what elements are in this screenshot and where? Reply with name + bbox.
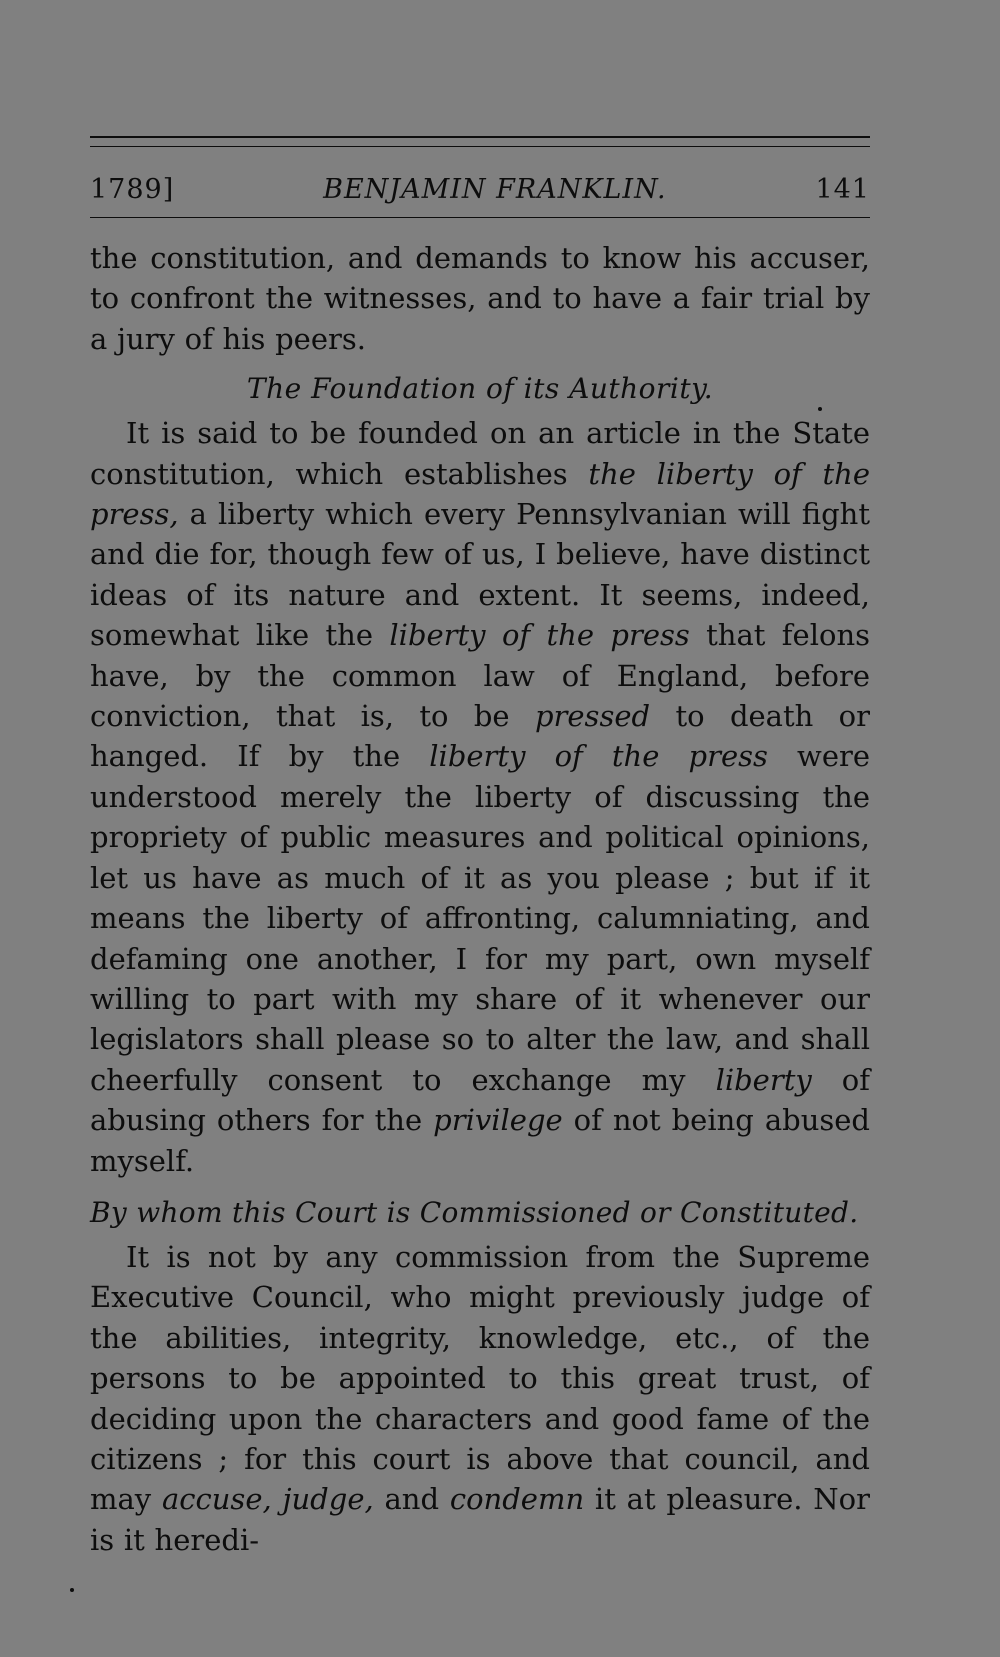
header-year: 1789]	[90, 174, 175, 205]
italic-phrase: pressed	[534, 699, 651, 734]
text-run: of not being abused myself.	[90, 1103, 870, 1178]
text-run: It is not by any commission from the Supreme Executive Council, who might previously judge of the abilities, integrity, knowledge, etc., of the persons to be appointed to this great trust, of deciding upon the characters and good fame of the citizens ; for this court is above that council, and may	[90, 1239, 870, 1517]
italic-phrase: liberty of the press	[429, 739, 768, 774]
paragraph-foundation	[90, 413, 870, 1181]
ink-speck	[70, 1588, 74, 1592]
text-run: a liberty which every Pennsylvanian will fight and die for, though few of us, I believe, have distinct ideas of its nature and extent. It seems, indeed, somewhat like the	[90, 497, 870, 653]
italic-phrase: the liberty of the press,	[90, 456, 870, 532]
italic-phrase: accuse,	[161, 1482, 272, 1517]
text-run: and	[373, 1482, 450, 1517]
text-run: It is said to be founded on an article in the State constitution, which establishes	[90, 416, 870, 491]
header-rule-second	[90, 146, 870, 147]
italic-phrase: liberty of the press	[389, 618, 690, 653]
text-run: it at pleasure. Nor is it heredi-	[90, 1482, 871, 1557]
running-head	[90, 173, 870, 207]
header-title: BENJAMIN FRANKLIN.	[323, 174, 667, 205]
italic-phrase: condemn	[449, 1482, 585, 1517]
italic-phrase: privilege	[433, 1103, 563, 1138]
page-number: 141	[815, 174, 870, 205]
ink-speck	[818, 407, 822, 411]
paragraph-commissioned	[90, 1237, 870, 1560]
text-run: were understood merely the liberty of discussing the propriety of public measures and political opinions, let us have as much of it as you please ; but if it means the liberty of affronting, calumniating, and defaming one another, I for my part, own myself willing to part with my share of it whenever our legislators shall please so to alter the law, and shall cheerfully consent to exchange my	[90, 739, 871, 1097]
text-run: to death or hanged. If by the	[90, 699, 870, 774]
section-heading-foundation: The Foundation of its Authority.	[246, 372, 714, 406]
italic-phrase: judge,	[282, 1482, 374, 1517]
header-rule-bottom	[90, 217, 870, 218]
opening-paragraph: the constitution, and demands to know his accuser, to confront the witnesses, and to have a fair trial by a jury of his peers.	[90, 241, 870, 356]
text-run: that felons have, by the common law of England, before conviction, that is, to be	[90, 618, 870, 734]
italic-phrase: liberty	[715, 1062, 812, 1097]
header-rule-top	[90, 136, 870, 138]
text-run: of abusing others for the	[90, 1062, 870, 1138]
section-heading-commissioned: By whom this Court is Commissioned or Constituted.	[90, 1195, 859, 1229]
book-page	[90, 136, 870, 1560]
